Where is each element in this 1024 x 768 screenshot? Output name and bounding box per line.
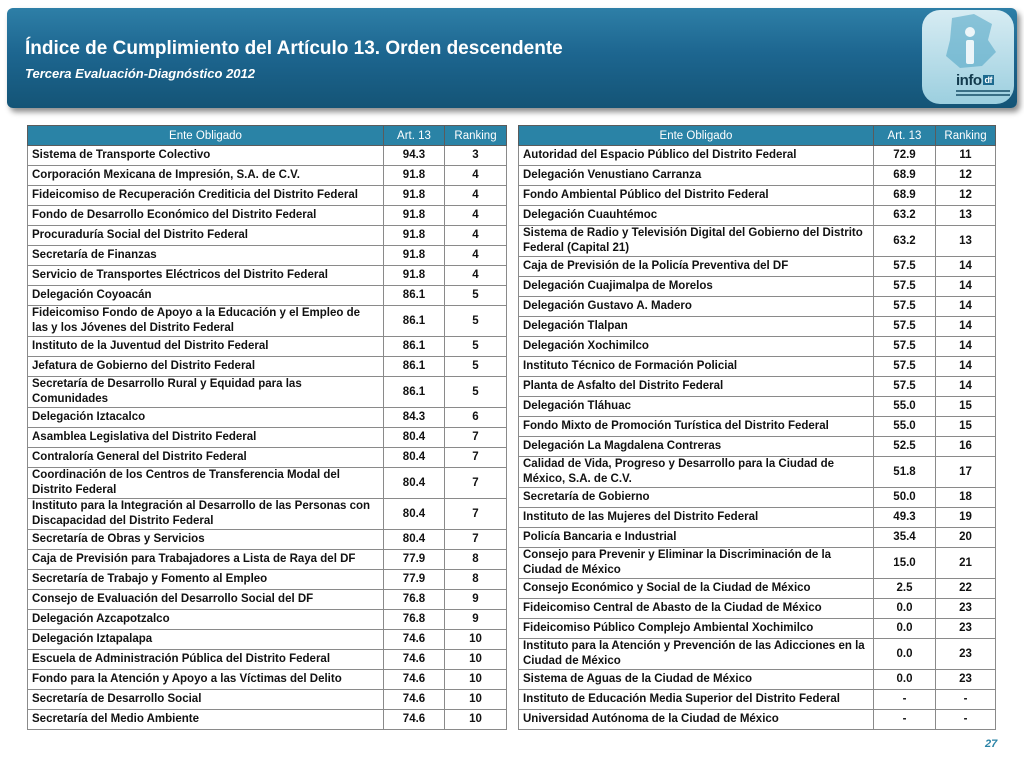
entity-cell: Coordinación de los Centros de Transferencia Modal del Distrito Federal (28, 468, 384, 499)
ranking-cell: 23 (936, 599, 996, 619)
entity-cell: Sistema de Radio y Televisión Digital del Gobierno del Distrito Federal (Capital 21) (519, 226, 874, 257)
art13-cell: - (874, 690, 936, 710)
ranking-cell: 15 (936, 417, 996, 437)
ranking-cell: 5 (445, 337, 507, 357)
ranking-cell: 22 (936, 579, 996, 599)
entity-cell: Fondo para la Atención y Apoyo a las Víctimas del Delito (28, 670, 384, 690)
ranking-cell: 7 (445, 428, 507, 448)
entity-cell: Fideicomiso de Recuperación Crediticia del Distrito Federal (28, 186, 384, 206)
table-row (28, 166, 507, 186)
ranking-cell: 17 (936, 457, 996, 488)
entity-cell: Calidad de Vida, Progreso y Desarrollo para la Ciudad de México, S.A. de C.V. (519, 457, 874, 488)
entity-cell: Instituto de Educación Media Superior del Distrito Federal (519, 690, 874, 710)
entity-cell: Secretaría de Desarrollo Social (28, 690, 384, 710)
ranking-cell: 19 (936, 508, 996, 528)
art13-cell: 80.4 (384, 530, 445, 550)
art13-cell: 76.8 (384, 610, 445, 630)
entity-cell: Autoridad del Espacio Público del Distrito Federal (519, 146, 874, 166)
art13-cell: 0.0 (874, 619, 936, 639)
art13-cell: 57.5 (874, 357, 936, 377)
ranking-cell: 5 (445, 377, 507, 408)
art13-cell: 57.5 (874, 257, 936, 277)
table-row (519, 146, 996, 166)
logo-wordmark: info df (956, 72, 992, 89)
entity-cell: Delegación Tláhuac (519, 397, 874, 417)
table-row (28, 428, 507, 448)
entity-cell: Asamblea Legislativa del Distrito Federal (28, 428, 384, 448)
table-row (28, 206, 507, 226)
entity-cell: Sistema de Aguas de la Ciudad de México (519, 670, 874, 690)
entity-cell: Caja de Previsión para Trabajadores a Lista de Raya del DF (28, 550, 384, 570)
ranking-cell: 4 (445, 226, 507, 246)
ranking-cell: - (936, 710, 996, 730)
entity-cell: Procuraduría Social del Distrito Federal (28, 226, 384, 246)
art13-cell: 91.8 (384, 226, 445, 246)
table-row (28, 448, 507, 468)
table-row (519, 417, 996, 437)
entity-cell: Delegación Iztacalco (28, 408, 384, 428)
table-row (28, 186, 507, 206)
entity-cell: Fondo Ambiental Público del Distrito Federal (519, 186, 874, 206)
table-row (28, 610, 507, 630)
table-row (519, 690, 996, 710)
ranking-cell: 15 (936, 397, 996, 417)
ranking-cell: 14 (936, 377, 996, 397)
art13-cell: 50.0 (874, 488, 936, 508)
art13-cell: 57.5 (874, 297, 936, 317)
entity-cell: Secretaría de Trabajo y Fomento al Empleo (28, 570, 384, 590)
art13-cell: 74.6 (384, 650, 445, 670)
table-row (28, 630, 507, 650)
ranking-cell: 12 (936, 186, 996, 206)
art13-cell: 91.8 (384, 166, 445, 186)
art13-cell: 51.8 (874, 457, 936, 488)
art13-cell: - (874, 710, 936, 730)
table-row (519, 579, 996, 599)
entity-cell: Delegación Tlalpan (519, 317, 874, 337)
header-entity: Ente Obligado (519, 126, 874, 146)
art13-cell: 80.4 (384, 499, 445, 530)
ranking-cell: 12 (936, 166, 996, 186)
slide-subtitle: Tercera Evaluación-Diagnóstico 2012 (25, 66, 256, 81)
entity-cell: Universidad Autónoma de la Ciudad de México (519, 710, 874, 730)
entity-cell: Secretaría del Medio Ambiente (28, 710, 384, 730)
ranking-cell: 13 (936, 206, 996, 226)
entity-cell: Servicio de Transportes Eléctricos del Distrito Federal (28, 266, 384, 286)
table-row (28, 337, 507, 357)
entity-cell: Caja de Previsión de la Policía Preventiva del DF (519, 257, 874, 277)
ranking-cell: 23 (936, 670, 996, 690)
page-number: 27 (985, 738, 998, 750)
art13-cell: 77.9 (384, 550, 445, 570)
ranking-cell: 4 (445, 246, 507, 266)
table-row (519, 377, 996, 397)
header-entity: Ente Obligado (28, 126, 384, 146)
art13-cell: 80.4 (384, 428, 445, 448)
entity-cell: Delegación Venustiano Carranza (519, 166, 874, 186)
ranking-cell: 10 (445, 630, 507, 650)
art13-cell: 0.0 (874, 639, 936, 670)
art13-cell: 76.8 (384, 590, 445, 610)
header-ranking: Ranking (936, 126, 996, 146)
entity-cell: Delegación La Magdalena Contreras (519, 437, 874, 457)
table-row (28, 710, 507, 730)
table-row (519, 166, 996, 186)
entity-cell: Delegación Xochimilco (519, 337, 874, 357)
art13-cell: 86.1 (384, 357, 445, 377)
table-row (519, 257, 996, 277)
ranking-cell: 10 (445, 690, 507, 710)
table-row (519, 619, 996, 639)
art13-cell: 57.5 (874, 277, 936, 297)
entity-cell: Instituto de las Mujeres del Distrito Federal (519, 508, 874, 528)
table-row (519, 710, 996, 730)
ranking-table-right (518, 125, 996, 730)
ranking-cell: 14 (936, 357, 996, 377)
entity-cell: Escuela de Administración Pública del Distrito Federal (28, 650, 384, 670)
entity-cell: Corporación Mexicana de Impresión, S.A. de C.V. (28, 166, 384, 186)
ranking-cell: 10 (445, 670, 507, 690)
art13-cell: 49.3 (874, 508, 936, 528)
table-row (28, 146, 507, 166)
ranking-cell: 9 (445, 590, 507, 610)
table-row (519, 397, 996, 417)
art13-cell: 0.0 (874, 670, 936, 690)
entity-cell: Delegación Cuajimalpa de Morelos (519, 277, 874, 297)
entity-cell: Secretaría de Finanzas (28, 246, 384, 266)
ranking-cell: 18 (936, 488, 996, 508)
table-row (519, 186, 996, 206)
art13-cell: 63.2 (874, 226, 936, 257)
art13-cell: 91.8 (384, 206, 445, 226)
ranking-cell: 6 (445, 408, 507, 428)
art13-cell: 86.1 (384, 337, 445, 357)
art13-cell: 74.6 (384, 670, 445, 690)
ranking-cell: 13 (936, 226, 996, 257)
art13-cell: 57.5 (874, 377, 936, 397)
art13-cell: 0.0 (874, 599, 936, 619)
art13-cell: 55.0 (874, 417, 936, 437)
ranking-cell: 14 (936, 277, 996, 297)
ranking-cell: 23 (936, 639, 996, 670)
entity-cell: Secretaría de Gobierno (519, 488, 874, 508)
entity-cell: Delegación Cuauhtémoc (519, 206, 874, 226)
table-row (28, 499, 507, 530)
table-row (28, 670, 507, 690)
ranking-cell: 8 (445, 550, 507, 570)
table-row (28, 590, 507, 610)
art13-cell: 91.8 (384, 186, 445, 206)
entity-cell: Instituto Técnico de Formación Policial (519, 357, 874, 377)
ranking-cell: 20 (936, 528, 996, 548)
ranking-cell: 4 (445, 266, 507, 286)
table-row (28, 266, 507, 286)
entity-cell: Sistema de Transporte Colectivo (28, 146, 384, 166)
table-row (28, 377, 507, 408)
table-row (519, 599, 996, 619)
table-row (519, 528, 996, 548)
entity-cell: Instituto de la Juventud del Distrito Federal (28, 337, 384, 357)
art13-cell: 86.1 (384, 286, 445, 306)
art13-cell: 72.9 (874, 146, 936, 166)
table-row (28, 286, 507, 306)
ranking-cell: 4 (445, 186, 507, 206)
ranking-cell: - (936, 690, 996, 710)
art13-cell: 91.8 (384, 246, 445, 266)
table-row (28, 468, 507, 499)
table-row (519, 639, 996, 670)
ranking-cell: 9 (445, 610, 507, 630)
art13-cell: 74.6 (384, 630, 445, 650)
entity-cell: Delegación Iztapalapa (28, 630, 384, 650)
entity-cell: Fideicomiso Central de Abasto de la Ciudad de México (519, 599, 874, 619)
table-row (519, 277, 996, 297)
entity-cell: Fideicomiso Fondo de Apoyo a la Educación y el Empleo de las y los Jóvenes del Distrito Federal (28, 306, 384, 337)
table-row (28, 530, 507, 550)
art13-cell: 74.6 (384, 710, 445, 730)
ranking-cell: 3 (445, 146, 507, 166)
art13-cell: 63.2 (874, 206, 936, 226)
entity-cell: Policía Bancaria e Industrial (519, 528, 874, 548)
ranking-cell: 14 (936, 317, 996, 337)
header-ranking: Ranking (445, 126, 507, 146)
ranking-cell: 7 (445, 530, 507, 550)
ranking-cell: 10 (445, 650, 507, 670)
art13-cell: 80.4 (384, 468, 445, 499)
table-row (519, 548, 996, 579)
table-row (519, 206, 996, 226)
art13-cell: 68.9 (874, 186, 936, 206)
logo-fine-print (956, 90, 1010, 100)
table-row (28, 550, 507, 570)
entity-cell: Secretaría de Desarrollo Rural y Equidad para las Comunidades (28, 377, 384, 408)
ranking-cell: 8 (445, 570, 507, 590)
table-row (519, 508, 996, 528)
ranking-cell: 5 (445, 286, 507, 306)
table-row (28, 650, 507, 670)
art13-cell: 57.5 (874, 337, 936, 357)
entity-cell: Instituto para la Integración al Desarrollo de las Personas con Discapacidad del Distrito Federal (28, 499, 384, 530)
art13-cell: 2.5 (874, 579, 936, 599)
entity-cell: Jefatura de Gobierno del Distrito Federal (28, 357, 384, 377)
art13-cell: 35.4 (874, 528, 936, 548)
table-row (28, 690, 507, 710)
entity-cell: Consejo para Prevenir y Eliminar la Discriminación de la Ciudad de México (519, 548, 874, 579)
table-row (519, 337, 996, 357)
table-row (519, 317, 996, 337)
ranking-cell: 7 (445, 468, 507, 499)
art13-cell: 91.8 (384, 266, 445, 286)
ranking-cell: 10 (445, 710, 507, 730)
art13-cell: 77.9 (384, 570, 445, 590)
table-row (519, 488, 996, 508)
art13-cell: 15.0 (874, 548, 936, 579)
table-row (28, 408, 507, 428)
entity-cell: Contraloría General del Distrito Federal (28, 448, 384, 468)
ranking-cell: 4 (445, 206, 507, 226)
entity-cell: Secretaría de Obras y Servicios (28, 530, 384, 550)
slide-header (7, 8, 1017, 108)
entity-cell: Fideicomiso Público Complejo Ambiental Xochimilco (519, 619, 874, 639)
entity-cell: Delegación Gustavo A. Madero (519, 297, 874, 317)
entity-cell: Consejo de Evaluación del Desarrollo Social del DF (28, 590, 384, 610)
ranking-cell: 11 (936, 146, 996, 166)
ranking-cell: 14 (936, 257, 996, 277)
entity-cell: Fondo de Desarrollo Económico del Distrito Federal (28, 206, 384, 226)
ranking-cell: 14 (936, 337, 996, 357)
art13-cell: 57.5 (874, 317, 936, 337)
table-row (28, 246, 507, 266)
art13-cell: 84.3 (384, 408, 445, 428)
entity-cell: Consejo Económico y Social de la Ciudad de México (519, 579, 874, 599)
table-row (519, 437, 996, 457)
art13-cell: 74.6 (384, 690, 445, 710)
art13-cell: 52.5 (874, 437, 936, 457)
art13-cell: 80.4 (384, 448, 445, 468)
table-row (28, 357, 507, 377)
slide-title: Índice de Cumplimiento del Artículo 13. Orden descendente (25, 38, 563, 59)
entity-cell: Fondo Mixto de Promoción Turística del Distrito Federal (519, 417, 874, 437)
table-row (28, 226, 507, 246)
entity-cell: Delegación Coyoacán (28, 286, 384, 306)
ranking-table-left (27, 125, 507, 730)
ranking-cell: 14 (936, 297, 996, 317)
infodf-logo (922, 10, 1014, 104)
table-header-row (519, 126, 996, 146)
table-row (28, 306, 507, 337)
header-art13: Art. 13 (874, 126, 936, 146)
table-row (519, 297, 996, 317)
table-row (519, 226, 996, 257)
ranking-cell: 5 (445, 357, 507, 377)
header-art13: Art. 13 (384, 126, 445, 146)
ranking-cell: 23 (936, 619, 996, 639)
art13-cell: 94.3 (384, 146, 445, 166)
ranking-cell: 16 (936, 437, 996, 457)
table-row (519, 357, 996, 377)
ranking-cell: 4 (445, 166, 507, 186)
art13-cell: 68.9 (874, 166, 936, 186)
art13-cell: 86.1 (384, 377, 445, 408)
art13-cell: 86.1 (384, 306, 445, 337)
ranking-cell: 21 (936, 548, 996, 579)
entity-cell: Planta de Asfalto del Distrito Federal (519, 377, 874, 397)
entity-cell: Delegación Azcapotzalco (28, 610, 384, 630)
table-row (519, 457, 996, 488)
table-header-row (28, 126, 507, 146)
ranking-cell: 7 (445, 448, 507, 468)
table-row (28, 570, 507, 590)
table-row (519, 670, 996, 690)
ranking-cell: 5 (445, 306, 507, 337)
ranking-cell: 7 (445, 499, 507, 530)
art13-cell: 55.0 (874, 397, 936, 417)
entity-cell: Instituto para la Atención y Prevención de las Adicciones en la Ciudad de México (519, 639, 874, 670)
